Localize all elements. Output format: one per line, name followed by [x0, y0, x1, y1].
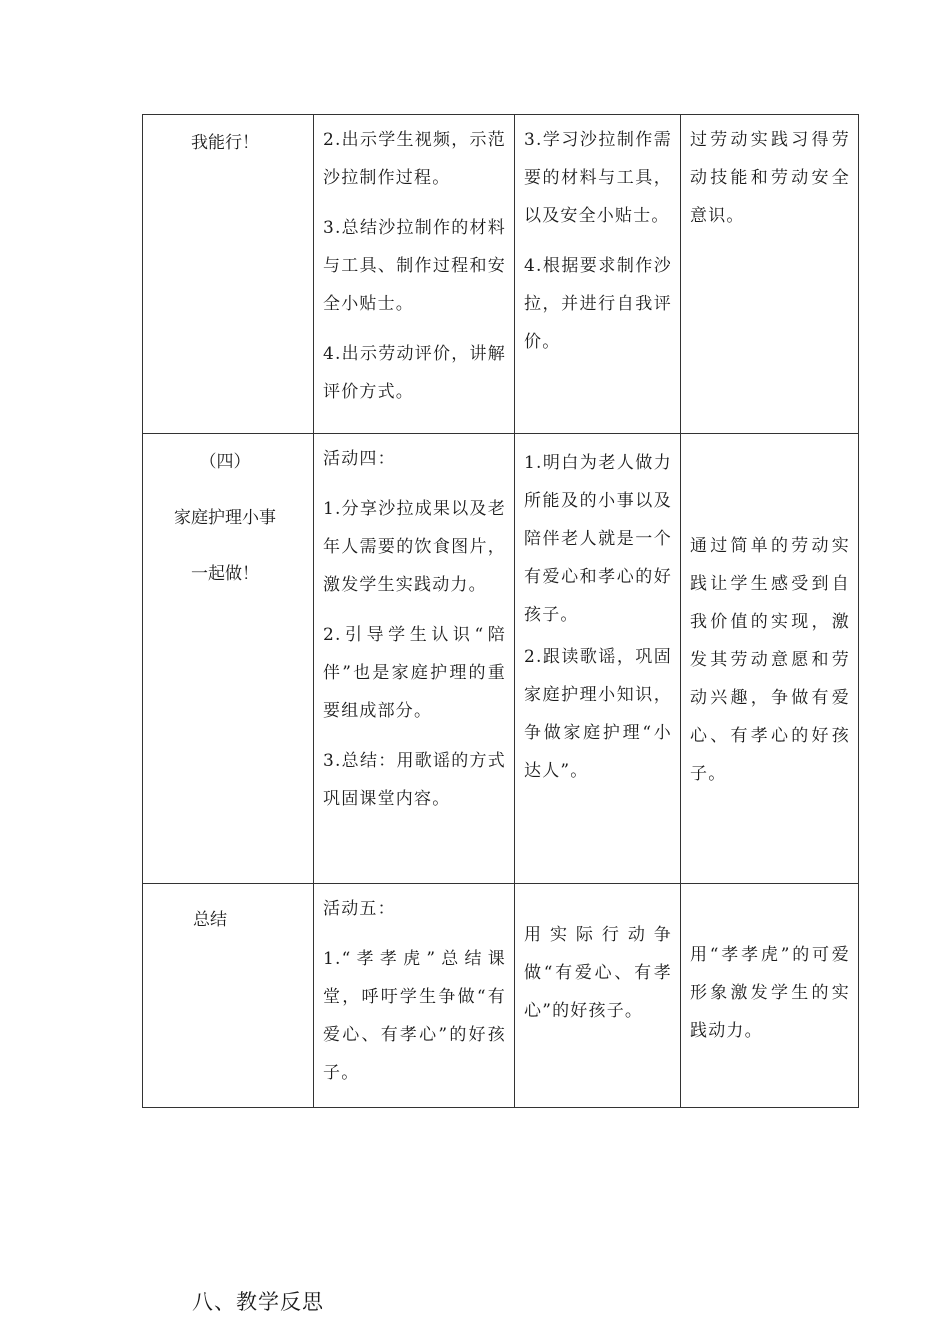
- teacher-activity-cell: [314, 115, 515, 434]
- student-step: 4.根据要求制作沙拉，并进行自我评价。: [524, 256, 672, 352]
- student-step: 2.跟读歌谣，巩固家庭护理小知识，争做家庭护理“小达人”。: [524, 647, 672, 781]
- activity-label: 活动四：: [323, 449, 396, 469]
- design-intent: 通过简单的劳动实践让学生感受到自我价值的实现，激发其劳动意愿和劳动兴趣，争做有爱心、有孝心的好孩子。: [690, 535, 850, 784]
- lesson-plan-table: [142, 114, 859, 1108]
- teacher-activity-cell: [314, 434, 515, 884]
- table-row: [143, 115, 859, 434]
- design-intent-cell: [681, 115, 859, 434]
- stage-title-cont: 一起做！: [191, 564, 259, 584]
- student-activity-cell: [515, 115, 681, 434]
- teacher-step: 2.出示学生视频，示范沙拉制作过程。: [323, 130, 506, 188]
- table-row: [143, 434, 859, 884]
- student-step: 3.学习沙拉制作需要的材料与工具，以及安全小贴士。: [524, 130, 672, 226]
- stage-title: 我能行！: [191, 133, 259, 153]
- design-intent-cell: [681, 434, 859, 884]
- stage-number: （四）: [199, 452, 251, 472]
- teacher-step: 3.总结沙拉制作的材料与工具、制作过程和安全小贴士。: [323, 218, 506, 314]
- teacher-step: 3.总结：用歌谣的方式巩固课堂内容。: [323, 751, 506, 809]
- teacher-activity-cell: [314, 884, 515, 1108]
- design-intent-cell: [681, 884, 859, 1108]
- teacher-step: 1.“孝孝虎”总结课堂，呼吁学生争做“有爱心、有孝心”的好孩子。: [323, 949, 506, 1083]
- student-step: 用实际行动争做“有爱心、有孝心”的好孩子。: [524, 925, 672, 1021]
- student-activity-cell: [515, 884, 681, 1108]
- teacher-step: 4.出示劳动评价，讲解评价方式。: [323, 344, 506, 402]
- activity-label: 活动五：: [323, 899, 396, 919]
- design-intent: 过劳动实践习得劳动技能和劳动安全意识。: [690, 130, 850, 226]
- student-activity-cell: [515, 434, 681, 884]
- stage-title: 总结: [193, 910, 227, 930]
- section-heading: 八、教学反思: [192, 1290, 324, 1314]
- table-row: [143, 884, 859, 1108]
- stage-cell: [143, 434, 314, 884]
- design-intent: 用“孝孝虎”的可爱形象激发学生的实践动力。: [690, 945, 850, 1041]
- stage-cell: [143, 884, 314, 1108]
- teacher-step: 1.分享沙拉成果以及老年人需要的饮食图片，激发学生实践动力。: [323, 499, 506, 595]
- student-step: 1.明白为老人做力所能及的小事以及陪伴老人就是一个有爱心和孝心的好孩子。: [524, 453, 672, 625]
- teacher-step: 2.引导学生认识“陪伴”也是家庭护理的重要组成部分。: [323, 625, 506, 721]
- stage-cell: [143, 115, 314, 434]
- stage-title: 家庭护理小事: [174, 508, 276, 528]
